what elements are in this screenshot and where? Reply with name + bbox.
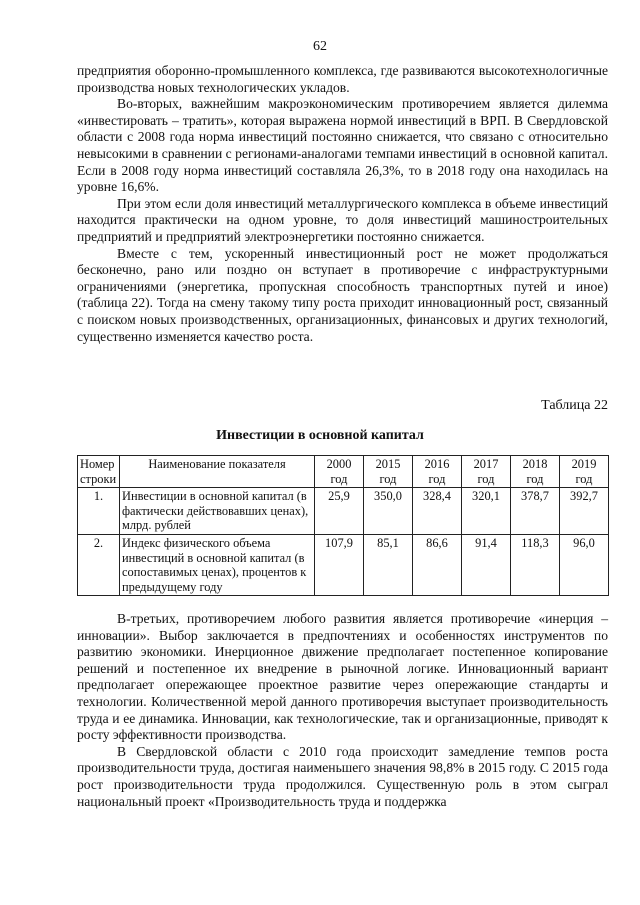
table-cell: 25,9 xyxy=(315,488,364,535)
paragraph: В Свердловской области с 2010 года происходит замедление темпов роста производительности труда, достигая наименьшего значения 98,8% в 2015 году. С 2015 года рост производительности труда продолжился. Существенную роль в этом сыграл национальный проект «Производительность труда и поддержка xyxy=(77,743,608,809)
table-cell: 107,9 xyxy=(315,534,364,595)
header-year: 2015 год xyxy=(364,456,413,488)
header-row-number: Номер строки xyxy=(78,456,120,488)
page-number: 62 xyxy=(313,39,327,54)
table-row xyxy=(78,488,609,535)
paragraph: В-третьих, противоречием любого развития является противоречие «инерция – инновации». Выбор заключается в предпочтениях и особенностях инструментов по развитию экономики. Инерционное движение предполагает постепенное копирование решений и постепенное их внедрение в рыночной логике. Инновационный вариант предполагает опережающее проектное развитие через опережающие стандарты и технологии. Количественной мерой данного противоречия выступает производительность труда и ее динамика. Инновации, как технологические, так и организационные, приводят к росту эффективности производства. xyxy=(77,611,608,743)
table-cell: 328,4 xyxy=(413,488,462,535)
header-year: 2016 год xyxy=(413,456,462,488)
row-number: 1. xyxy=(78,488,120,535)
investment-table xyxy=(77,455,609,596)
table-cell: 392,7 xyxy=(560,488,609,535)
table-cell: 85,1 xyxy=(364,534,413,595)
header-year: 2018 год xyxy=(511,456,560,488)
header-indicator-name: Наименование показателя xyxy=(120,456,315,488)
paragraph: Вместе с тем, ускоренный инвестиционный рост не может продолжаться бесконечно, рано или поздно он вступает в противоречие с инфраструктурными ограничениями (энергетика, пропускная способность транспортных путей и иное) (таблица 22). Тогда на смену такому типу роста приходит инновационный рост, связанный с поиском новых производственных, организационных, финансовых и других технологий, существенно изменяется качество роста. xyxy=(77,245,608,344)
paragraph: Во-вторых, важнейшим макроэкономическим противоречием является дилемма «инвестировать – тратить», которая выражена нормой инвестиций в ВРП. В Свердловской области с 2008 года норма инвестиций постоянно снижается, что связано с относительно невысокими в сравнении с регионами-аналогами темпами инвестиций в основной капитал. Если в 2008 году норма инвестиций составляла 26,3%, то в 2018 году она находилась на уровне 16,6%. xyxy=(77,96,608,195)
header-year: 2019 год xyxy=(560,456,609,488)
body-text-bottom xyxy=(77,611,608,810)
header-year: 2017 год xyxy=(462,456,511,488)
table-row xyxy=(78,534,609,595)
table-label: Таблица 22 xyxy=(541,398,608,413)
table-cell: 118,3 xyxy=(511,534,560,595)
indicator-name: Индекс физического объема инвестиций в основной капитал (в сопоставимых ценах), процентов к предыдущему году xyxy=(120,534,315,595)
row-number: 2. xyxy=(78,534,120,595)
table-cell: 96,0 xyxy=(560,534,609,595)
table-cell: 91,4 xyxy=(462,534,511,595)
indicator-name: Инвестиции в основной капитал (в фактически действовавших ценах), млрд. рублей xyxy=(120,488,315,535)
body-text-top xyxy=(77,63,608,345)
table-cell: 86,6 xyxy=(413,534,462,595)
paragraph: предприятия оборонно-промышленного комплекса, где развиваются высокотехнологичные производства новых технологических укладов. xyxy=(77,63,608,95)
header-year: 2000 год xyxy=(315,456,364,488)
table-cell: 378,7 xyxy=(511,488,560,535)
table-title: Инвестиции в основной капитал xyxy=(216,428,424,443)
table-cell: 320,1 xyxy=(462,488,511,535)
paragraph: При этом если доля инвестиций металлургического комплекса в объеме инвестиций находится практически на одном уровне, то доля инвестиций машиностроительных предприятий и предприятий электроэнергетики постоянно снижается. xyxy=(77,195,608,244)
table-header-row xyxy=(78,456,609,488)
table-cell: 350,0 xyxy=(364,488,413,535)
